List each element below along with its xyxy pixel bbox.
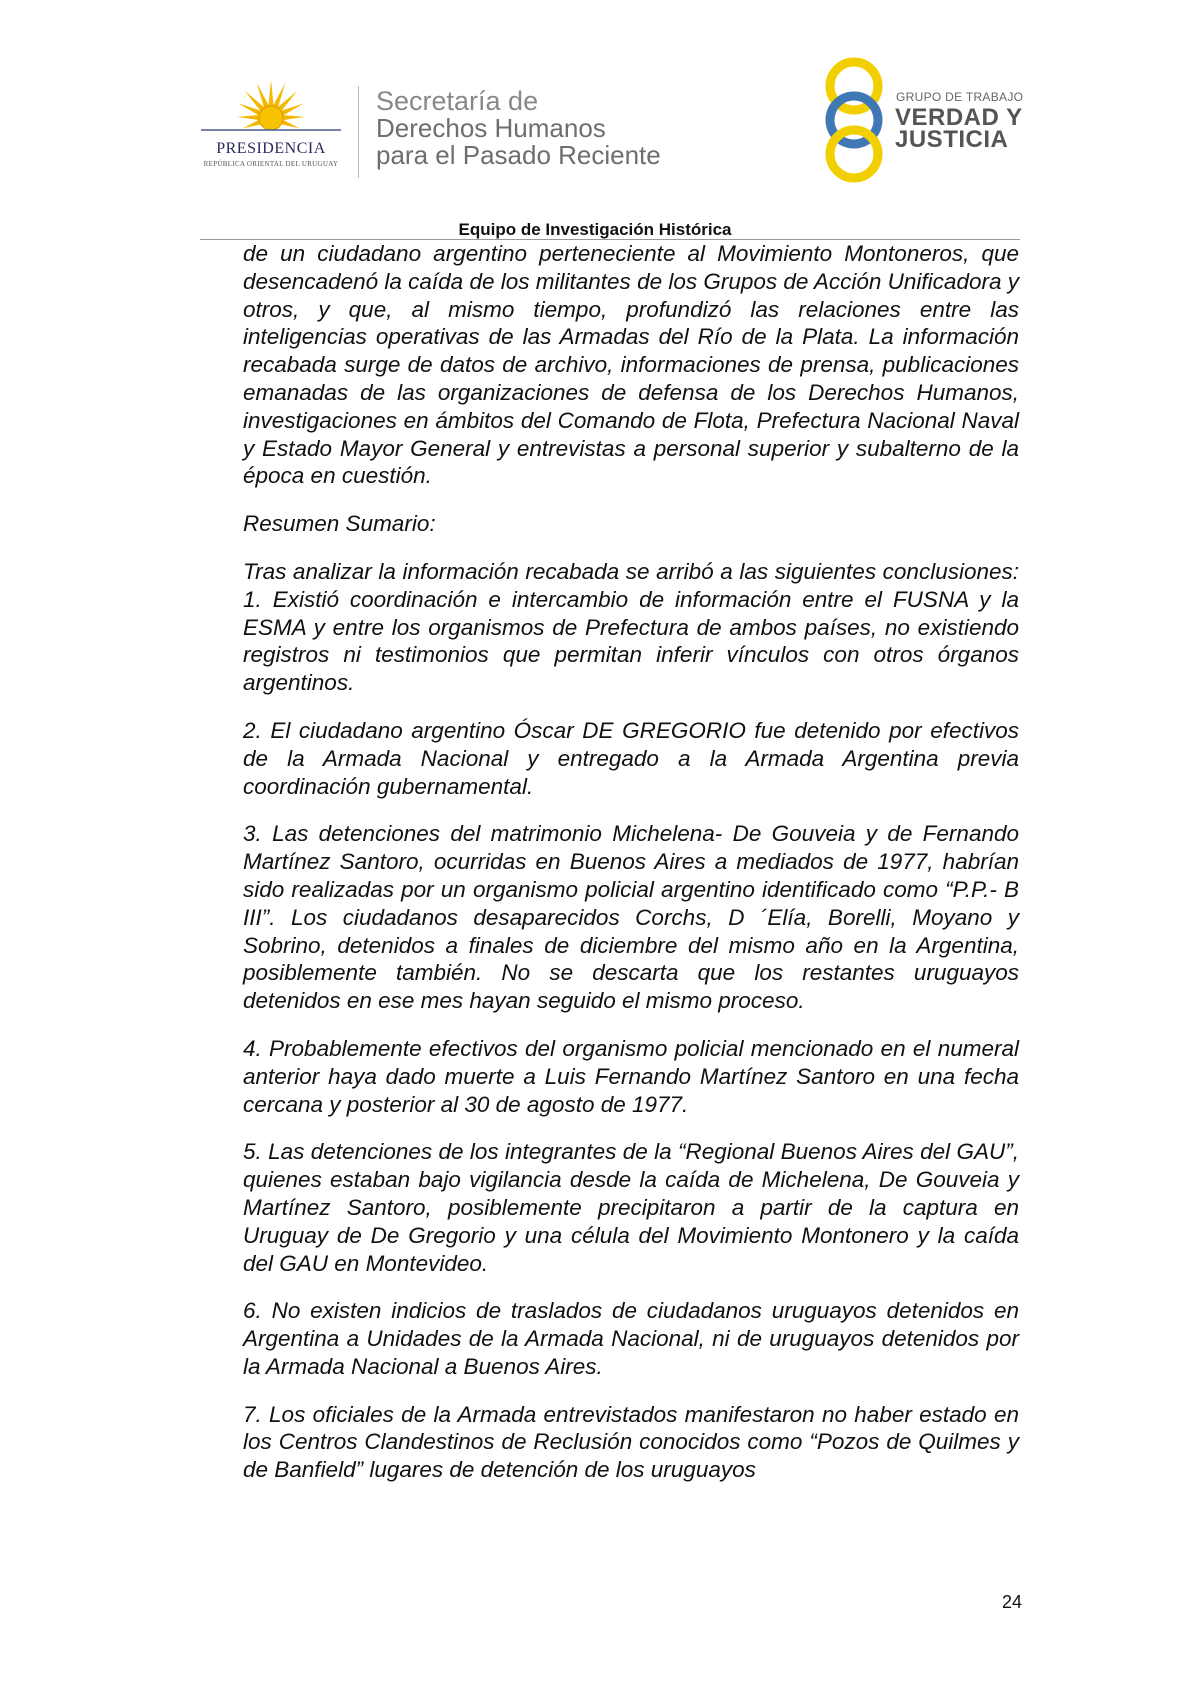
- grupo-trabajo-label: GRUPO DE TRABAJO: [896, 90, 1024, 104]
- paragraph-conclusion-6: 6. No existen indicios de traslados de ciudadanos uruguayos detenidos en Argentina a Unidades de la Armada Nacional, ni de uruguayos detenidos por la Armada Nacional a Buenos Aires.: [243, 1298, 1019, 1379]
- paragraph-conclusion-1: Tras analizar la información recabada se arribó a las siguientes conclusiones: 1. Existió coordinación e intercambio de información entre el FUSNA y la ESMA y entre los organismos de Prefectura de ambos países, no existiendo registros ni testimonios que permitan inferir vínculos con otros órganos argentinos.: [243, 558, 1019, 696]
- paragraph-conclusion-7: 7. Los oficiales de la Armada entrevistados manifestaron no haber estado en los Centros Clandestinos de Reclusión conocidos como “Pozos de Quilmes y de Banfield” lugares de detención de los uruguayos: [243, 1401, 1019, 1483]
- document-body: [243, 240, 1019, 1504]
- secretaria-line1: Secretaría de: [376, 86, 539, 116]
- section-heading-resumen: Resumen Sumario:: [243, 511, 436, 537]
- secretaria-logo-text: [376, 88, 661, 169]
- page-number: 24: [1001, 1592, 1022, 1612]
- paragraph-conclusion-5: 5. Las detenciones de los integrantes de la “Regional Buenos Aires del GAU”, quienes estaban bajo vigilancia desde la caída de Michelena, De Gouveia y Martínez Santoro, posiblemente precipitaron a partir de la captura en Uruguay de De Gregorio y una célula del Movimiento Montonero y la caída del GAU en Montevideo.: [243, 1139, 1019, 1276]
- presidencia-subtitle: REPÚBLICA ORIENTAL DEL URUGUAY: [203, 160, 339, 168]
- verdad-label: VERDAD Y: [895, 104, 1023, 131]
- paragraph-conclusion-3: 3. Las detenciones del matrimonio Michelena- De Gouveia y de Fernando Martínez Santoro, ocurridas en Buenos Aires a mediados de 1977, habrían sido realizadas por un organismo policial argentino identificado como “P.P.- B III”. Los ciudadanos desaparecidos Corchs, D ´Elía, Borelli, Moyano y Sobrino, detenidos a finales de diciembre del mismo año en la Argentina, posiblemente también. No se descarta que los restantes uruguayos detenidos en ese mes hayan seguido el mismo proceso.: [243, 821, 1019, 1014]
- presidencia-name: PRESIDENCIA: [216, 140, 326, 157]
- team-title: Equipo de Investigación Histórica: [458, 220, 732, 239]
- justicia-label: JUSTICIA: [895, 126, 1009, 153]
- logo-divider: [358, 86, 359, 178]
- paragraph-conclusion-2: 2. El ciudadano argentino Óscar DE GREGORIO fue detenido por efectivos de la Armada Nacional y entregado a la Armada Argentina previa coordinación gubernamental.: [243, 717, 1019, 799]
- secretaria-line3: para el Pasado Reciente: [376, 140, 661, 170]
- verdad-justicia-rings-logo: [818, 56, 890, 184]
- secretaria-line2: Derechos Humanos: [376, 113, 606, 143]
- paragraph-intro: de un ciudadano argentino perteneciente al Movimiento Montoneros, que desencadenó la caída de los militantes de los Grupos de Acción Unificadora y otros, y que, al mismo tiempo, profundizó las relaciones entre las inteligencias operativas de las Armadas del Río de la Plata. La información recabada surge de datos de archivo, informaciones de prensa, publicaciones emanadas de las organizaciones de defensa de los Derechos Humanos, investigaciones en ámbitos del Comando de Flota, Prefectura Nacional Naval y Estado Mayor General y entrevistas a personal superior y subalterno de la época en cuestión.: [243, 241, 1019, 489]
- page-header: [0, 0, 1190, 215]
- paragraph-conclusion-4: 4. Probablemente efectivos del organismo policial mencionado en el numeral anterior haya dado muerte a Luis Fernando Martínez Santoro en una fecha cercana y posterior al 30 de agosto de 1977.: [243, 1035, 1019, 1117]
